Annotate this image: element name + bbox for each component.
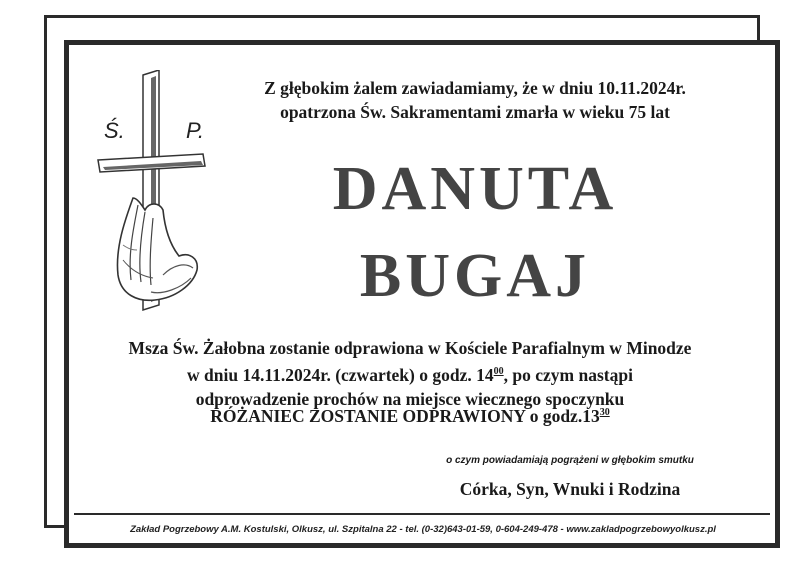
mass-line-2: [95, 360, 725, 387]
sp-right: P.: [186, 118, 204, 143]
family-signature: Córka, Syn, Wnuki i Rodzina: [459, 479, 681, 499]
funeral-mass-details: [95, 336, 725, 411]
rosary-text: RÓŻANIEC ZOSTANIE ODPRAWIONY o godz.13: [210, 406, 600, 426]
announcement-intro: [240, 76, 710, 124]
deceased-first-name: DANUTA: [332, 155, 618, 223]
footer-divider: [74, 513, 770, 515]
deceased-last-name: BUGAJ: [359, 242, 591, 310]
funeral-home-footer: Zakład Pogrzebowy A.M. Kostulski, Olkusz, ul. Szpitalna 22 - tel. (0-32)643-01-59, 0-604-249-478 - www.zakladpogrzebowyolkusz.pl: [130, 524, 716, 535]
mass-time-minutes: 00: [493, 366, 504, 377]
mass-line-2-end: , po czym nastąpi: [503, 365, 633, 385]
notify-line: o czym powiadamiają pogrążeni w głębokim smutku: [446, 455, 694, 466]
intro-line-1: Z głębokim żalem zawiadamiamy, że w dniu 10.11.2024r.: [264, 78, 686, 98]
cross-with-praying-hands-icon: [93, 70, 208, 315]
rosary-info: [95, 406, 725, 427]
mass-line-1: Msza Św. Żałobna zostanie odprawiona w Kościele Parafialnym w Minodze: [128, 338, 692, 358]
mass-date-time: w dniu 14.11.2024r. (czwartek) o godz. 14: [187, 365, 494, 385]
intro-line-2: opatrzona Św. Sakramentami zmarła w wieku 75 lat: [280, 102, 670, 122]
rosary-time-minutes: 30: [599, 407, 610, 418]
sp-abbreviation: [104, 118, 204, 144]
sp-left: Ś.: [104, 118, 125, 143]
mass-line-3: odprowadzenie prochów na miejsce wiecznego spoczynku: [195, 389, 625, 409]
